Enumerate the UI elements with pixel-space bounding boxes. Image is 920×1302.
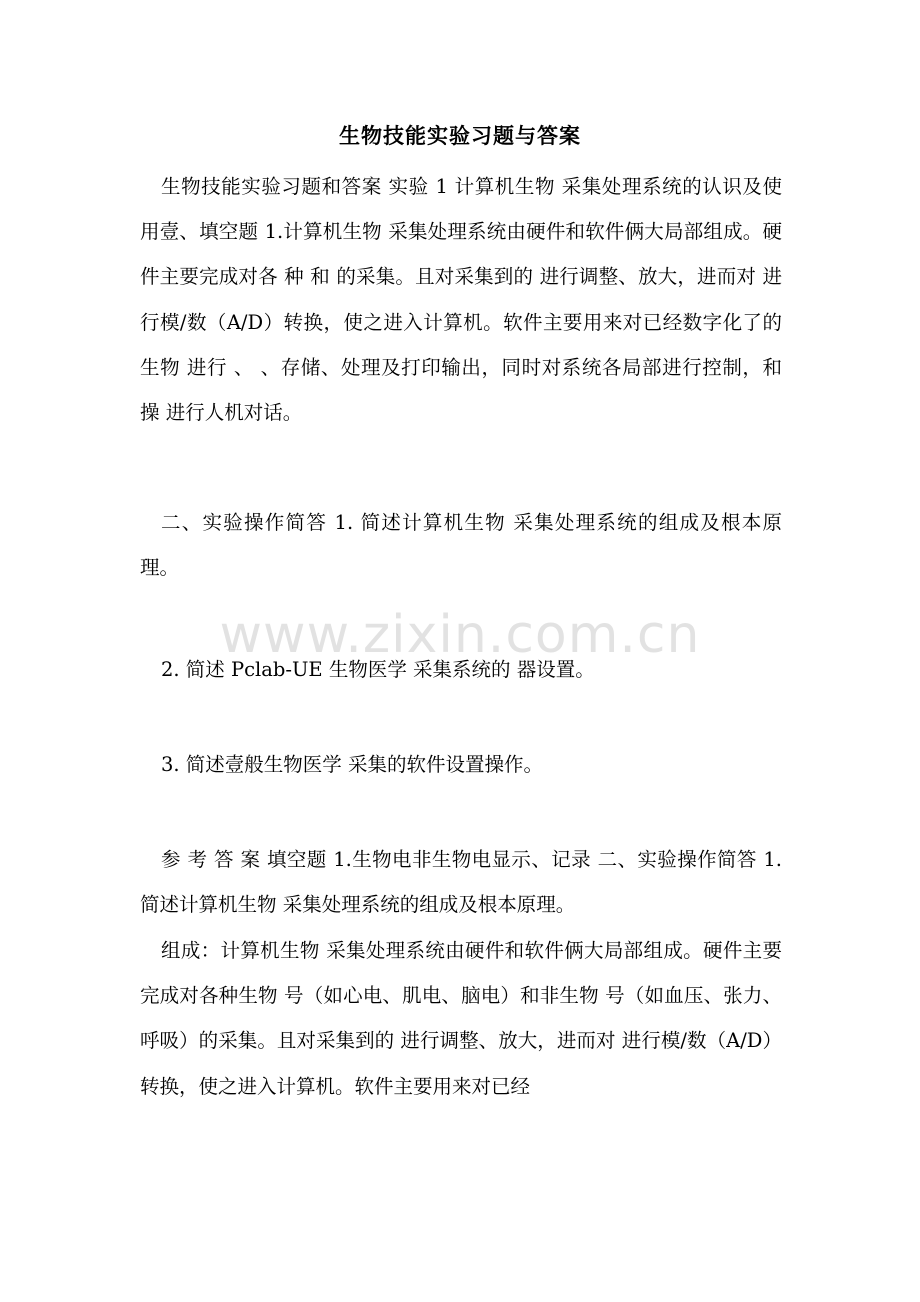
paragraph-question-3: 3. 简述壹般生物医学 采集的软件设置操作。 xyxy=(161,753,544,776)
paragraph-question-2: 2. 简述 Pclab-UE 生物医学 采集系统的 器设置。 xyxy=(161,658,595,681)
document-title: 生物技能实验习题与答案 xyxy=(339,124,581,148)
paragraph-answer-composition: 组成：计算机生物 采集处理系统由硬件和软件俩大局部组成。硬件主要完成对各种生物 号（如心电、肌电、脑电）和非生物 号（如血压、张力、呼吸）的采集。且对采集到的 进行调整、放大，进而对 进行模/数（A/D）转换，使之进入计算机。软件主要用来对已经 xyxy=(140,939,782,1098)
paragraph-intro-fill-blanks: 生物技能实验习题和答案 实验 1 计算机生物 采集处理系统的认识及使用壹、填空题 1.计算机生物 采集处理系统由硬件和软件俩大局部组成。硬件主要完成对各 种 和 的采集。且对采集到的 进行调整、放大，进而对 进行模/数（A/D）转换，使之进入计算机。软件主要用来对已经数字化了的生物 进行 、 、存储、处理及打印输出，同时对系统各局部进行控制，和操 进行人机对话。 xyxy=(140,175,782,425)
site-watermark: www.zixin.com.cn xyxy=(219,605,701,665)
paragraph-question-1: 二、实验操作简答 1. 简述计算机生物 采集处理系统的组成及根本原理。 xyxy=(140,511,782,580)
paragraph-answer-key: 参 考 答 案 填空题 1.生物电非生物电显示、记录 二、实验操作简答 1.简述计算机生物 采集处理系统的组成及根本原理。 xyxy=(140,848,782,917)
